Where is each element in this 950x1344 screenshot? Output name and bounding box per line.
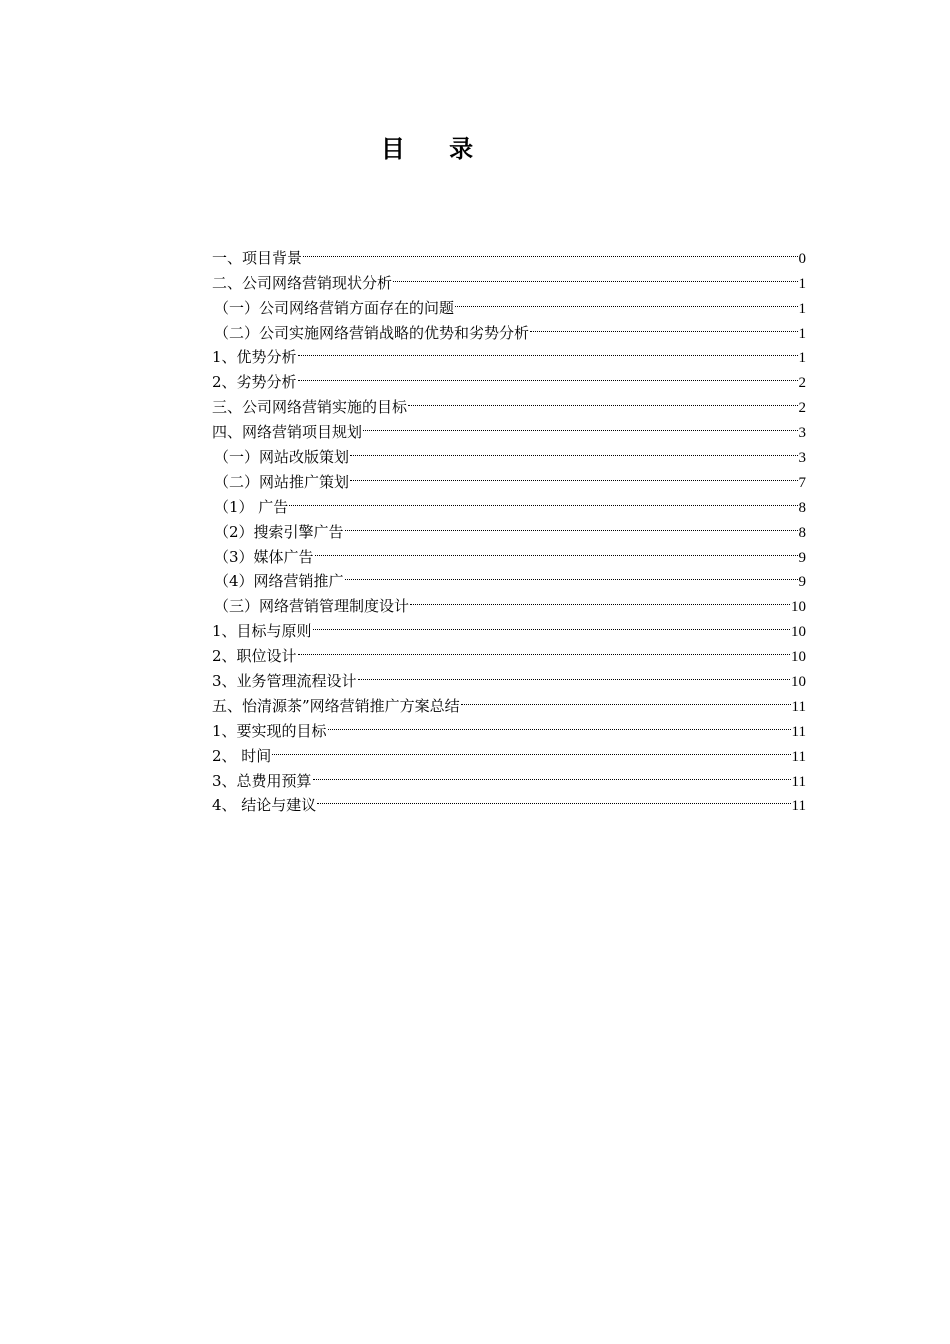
- toc-entry-page-number: 1: [798, 350, 806, 367]
- toc-entry[interactable]: [212, 661, 806, 691]
- toc-entry-title: （4）网络营销推广: [214, 572, 344, 591]
- toc-entry[interactable]: [212, 238, 806, 267]
- dot-leader: [363, 412, 797, 437]
- dot-leader: [393, 263, 797, 288]
- toc-entry-page-number: 8: [798, 524, 806, 541]
- toc-entry[interactable]: [212, 636, 806, 666]
- toc-entry-page-number: 1: [798, 300, 806, 317]
- toc-entry-title: 五、怡清源茶”网络营销推广方案总结: [212, 696, 460, 715]
- toc-entry[interactable]: [212, 487, 806, 516]
- toc-entry-page-number: 11: [791, 748, 806, 765]
- toc-entry-title: 4、 结论与建议: [212, 796, 317, 815]
- dot-leader: [408, 387, 797, 412]
- dot-leader: [345, 562, 798, 587]
- toc-entry-page-number: 1: [798, 275, 806, 292]
- toc-entry-title: 3、总费用预算: [212, 771, 312, 790]
- toc-entry-title: 2、 时间: [212, 746, 272, 765]
- dot-leader: [298, 636, 790, 661]
- toc-entry-title: 2、职位设计: [212, 647, 297, 666]
- toc-entry-title: 1、要实现的目标: [212, 721, 327, 740]
- toc-entry-page-number: 2: [798, 375, 806, 392]
- toc-entry-title: （二）公司实施网络营销战略的优势和劣势分析: [214, 323, 530, 342]
- toc-entry-page-number: 9: [798, 549, 806, 566]
- toc-entry-page-number: 3: [798, 425, 806, 442]
- toc-entry-page-number: 10: [791, 649, 806, 666]
- dot-leader: [303, 238, 797, 263]
- toc-entry-page-number: 2: [798, 400, 806, 417]
- toc-entry-title: （一）网站改版策划: [214, 448, 350, 467]
- toc-entry-page-number: 10: [791, 674, 806, 691]
- toc-entry[interactable]: [212, 362, 806, 392]
- toc-entry[interactable]: [212, 761, 806, 790]
- toc-entry-title: 2、劣势分析: [212, 373, 297, 392]
- dot-leader: [455, 288, 797, 313]
- dot-leader: [313, 611, 790, 636]
- toc-entry-title: （1） 广告: [214, 497, 289, 516]
- toc-entry-page-number: 11: [791, 723, 806, 740]
- toc-entry-page-number: 10: [791, 624, 806, 641]
- toc-entry-page-number: 11: [791, 773, 806, 790]
- toc-entry-page-number: 11: [791, 798, 806, 815]
- toc-entry-page-number: 11: [791, 698, 806, 715]
- dot-leader: [298, 362, 798, 387]
- toc-entry-title: 四、网络营销项目规划: [212, 423, 363, 442]
- toc-entry-title: 3、业务管理流程设计: [212, 672, 357, 691]
- toc-entry-title: （二）网站推广策划: [214, 472, 350, 491]
- toc-entry-title: 三、公司网络营销实施的目标: [212, 398, 408, 417]
- dot-leader: [272, 736, 790, 761]
- toc-entry-page-number: 1: [798, 325, 806, 342]
- dot-leader: [315, 537, 798, 562]
- dot-leader: [350, 437, 797, 462]
- toc-entry-title: 二、公司网络营销现状分析: [212, 273, 393, 292]
- dot-leader: [298, 338, 798, 363]
- toc-entry[interactable]: [212, 736, 806, 765]
- toc-entry-title: （三）网络营销管理制度设计: [214, 597, 410, 616]
- toc-entry[interactable]: [212, 512, 806, 541]
- dot-leader: [350, 462, 797, 487]
- toc-entry-title: （2）搜索引擎广告: [214, 522, 344, 541]
- dot-leader: [313, 761, 791, 786]
- dot-leader: [317, 786, 790, 811]
- dot-leader: [328, 711, 791, 736]
- toc-list: [212, 238, 806, 815]
- dot-leader: [345, 512, 798, 537]
- toc-entry-page-number: 8: [798, 499, 806, 516]
- toc-entry-title: 1、目标与原则: [212, 622, 312, 641]
- dot-leader: [410, 586, 790, 611]
- toc-entry-title: 一、项目背景: [212, 248, 303, 267]
- toc-entry[interactable]: [212, 387, 806, 417]
- dot-leader: [289, 487, 797, 512]
- toc-entry-page-number: 9: [798, 574, 806, 591]
- toc-entry-title: （一）公司网络营销方面存在的问题: [214, 298, 455, 317]
- toc-entry-page-number: 7: [798, 474, 806, 491]
- toc-entry-page-number: 10: [791, 599, 806, 616]
- toc-entry[interactable]: [212, 338, 806, 367]
- dot-leader: [461, 686, 791, 711]
- toc-entry-title: （3）媒体广告: [214, 547, 314, 566]
- dot-leader: [530, 313, 797, 338]
- dot-leader: [358, 661, 790, 686]
- toc-entry-page-number: 0: [798, 250, 806, 267]
- toc-title: 目 录: [380, 134, 492, 163]
- toc-entry-title: 1、优势分析: [212, 348, 297, 367]
- toc-entry-page-number: 3: [798, 450, 806, 467]
